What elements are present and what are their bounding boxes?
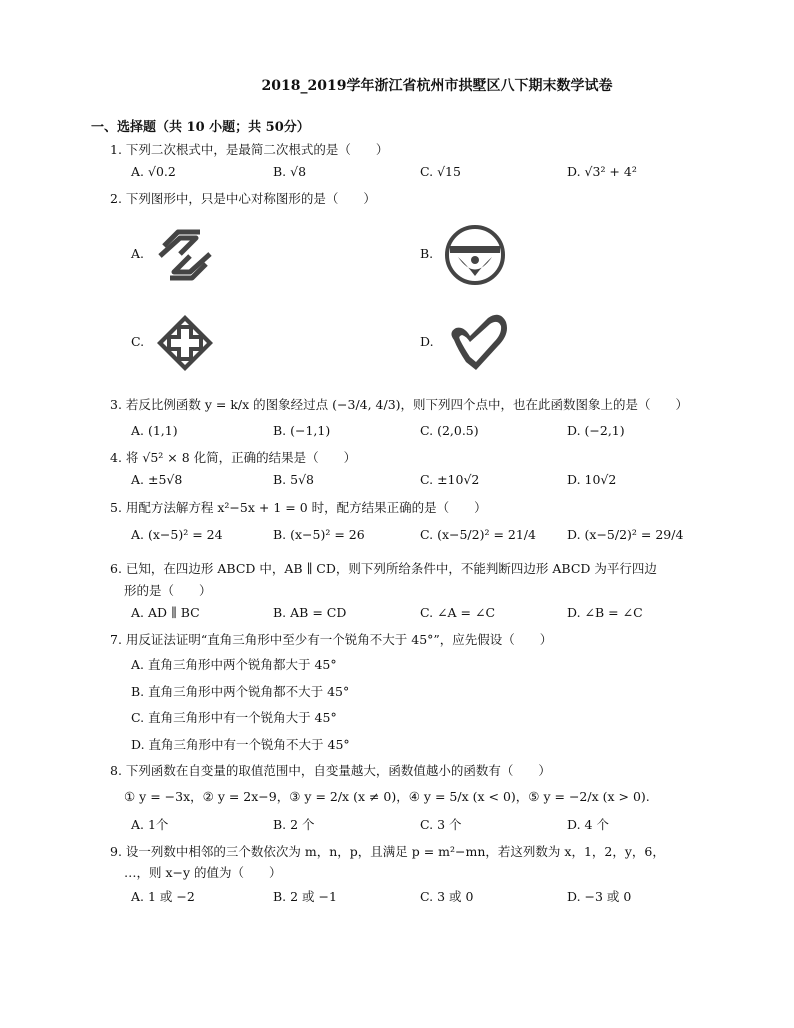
option-b[interactable]: B. (x−5)² = 26 xyxy=(273,527,365,542)
option-b[interactable]: B. 5√8 xyxy=(273,472,315,487)
option-b[interactable]: B. (−1,1) xyxy=(273,423,331,438)
q5-options xyxy=(131,527,691,545)
q1-options xyxy=(131,164,691,182)
question-6-cont: 形的是（ ） xyxy=(124,583,212,598)
option-a[interactable]: A. (1,1) xyxy=(131,423,178,438)
option-c[interactable]: C. (2,0.5) xyxy=(420,423,479,438)
option-a[interactable]: A. 1个 xyxy=(131,817,169,832)
option-a[interactable]: A. 直角三角形中两个锐角都大于 45° xyxy=(131,657,337,672)
question-6: 6. 已知，在四边形 ABCD 中，AB ∥ CD，则下列所给条件中，不能判断四边形 ABCD 为平行四边 xyxy=(110,561,657,576)
q6-options xyxy=(131,605,691,623)
option-d[interactable]: D. ∠B = ∠C xyxy=(567,605,643,620)
option-b[interactable]: B. √8 xyxy=(273,164,307,179)
option-a[interactable]: A. (x−5)² = 24 xyxy=(131,527,223,542)
question-4: 4. 将 √5² × 8 化简，正确的结果是（ ） xyxy=(110,450,357,465)
option-c[interactable]: C. ±10√2 xyxy=(420,472,480,487)
figure-label-c[interactable]: C. xyxy=(131,334,145,349)
page-title: 2018_2019学年浙江省杭州市拱墅区八下期末数学试卷 xyxy=(261,78,613,94)
question-8-functions: ① y = −3x，② y = 2x−9，③ y = 2/x (x ≠ 0)，④ y = 5/x (x < 0)，⑤ y = −2/x (x > 0). xyxy=(124,789,650,804)
figure-label-b[interactable]: B. xyxy=(420,246,434,261)
option-a[interactable]: A. ±5√8 xyxy=(131,472,183,487)
option-b[interactable]: B. 2 或 −1 xyxy=(273,889,337,904)
option-a[interactable]: A. AD ∥ BC xyxy=(131,605,200,620)
figure-label-d[interactable]: D. xyxy=(420,334,434,349)
option-c[interactable]: C. ∠A = ∠C xyxy=(420,605,496,620)
question-2: 2. 下列图形中，只是中心对称图形的是（ ） xyxy=(110,191,376,206)
option-c[interactable]: C. 直角三角形中有一个锐角大于 45° xyxy=(131,710,337,725)
question-5: 5. 用配方法解方程 x²−5x + 1 = 0 时，配方结果正确的是（ ） xyxy=(110,500,487,515)
q8-options xyxy=(131,815,691,833)
option-d[interactable]: D. √3² + 4² xyxy=(567,164,637,179)
question-7: 7. 用反证法证明“直角三角形中至少有一个锐角不大于 45°”，应先假设（ ） xyxy=(110,632,553,647)
option-b[interactable]: B. AB = CD xyxy=(273,605,347,620)
option-d[interactable]: D. (−2,1) xyxy=(567,423,625,438)
option-b[interactable]: B. 直角三角形中两个锐角都不大于 45° xyxy=(131,684,350,699)
option-a[interactable]: A. √0.2 xyxy=(131,164,176,179)
question-9-cont: …，则 x−y 的值为（ ） xyxy=(124,865,282,880)
option-c[interactable]: C. (x−5/2)² = 21/4 xyxy=(420,527,536,542)
q4-options xyxy=(131,472,691,490)
q9-options xyxy=(131,887,691,905)
option-d[interactable]: D. 4 个 xyxy=(567,817,609,832)
figure-d-logo xyxy=(444,310,510,376)
figure-a-logo xyxy=(156,226,214,284)
option-d[interactable]: D. −3 或 0 xyxy=(567,889,632,904)
option-c[interactable]: C. 3 或 0 xyxy=(420,889,474,904)
question-9: 9. 设一列数中相邻的三个数依次为 m，n，p，且满足 p = m²−mn，若这列数为 x，1，2，y，6， xyxy=(110,844,665,859)
option-a[interactable]: A. 1 或 −2 xyxy=(131,889,195,904)
figure-c-logo xyxy=(155,313,215,373)
question-8: 8. 下列函数在自变量的取值范围中，自变量越大，函数值越小的函数有（ ） xyxy=(110,763,551,778)
figure-label-a[interactable]: A. xyxy=(131,246,145,261)
option-c[interactable]: C. 3 个 xyxy=(420,817,462,832)
option-d[interactable]: D. 直角三角形中有一个锐角不大于 45° xyxy=(131,737,350,752)
section-heading: 一、选择题（共 10 小题；共 50分） xyxy=(91,120,310,135)
figure-b-logo xyxy=(444,224,506,286)
q3-options xyxy=(131,423,691,441)
option-b[interactable]: B. 2 个 xyxy=(273,817,315,832)
option-d[interactable]: D. 10√2 xyxy=(567,472,617,487)
question-3: 3. 若反比例函数 y = k/x 的图象经过点 (−3/4, 4/3)，则下列四个点中，也在此函数图象上的是（ ） xyxy=(110,397,689,412)
option-d[interactable]: D. (x−5/2)² = 29/4 xyxy=(567,527,684,542)
option-c[interactable]: C. √15 xyxy=(420,164,461,179)
question-1: 1. 下列二次根式中，是最简二次根式的是（ ） xyxy=(110,142,389,157)
